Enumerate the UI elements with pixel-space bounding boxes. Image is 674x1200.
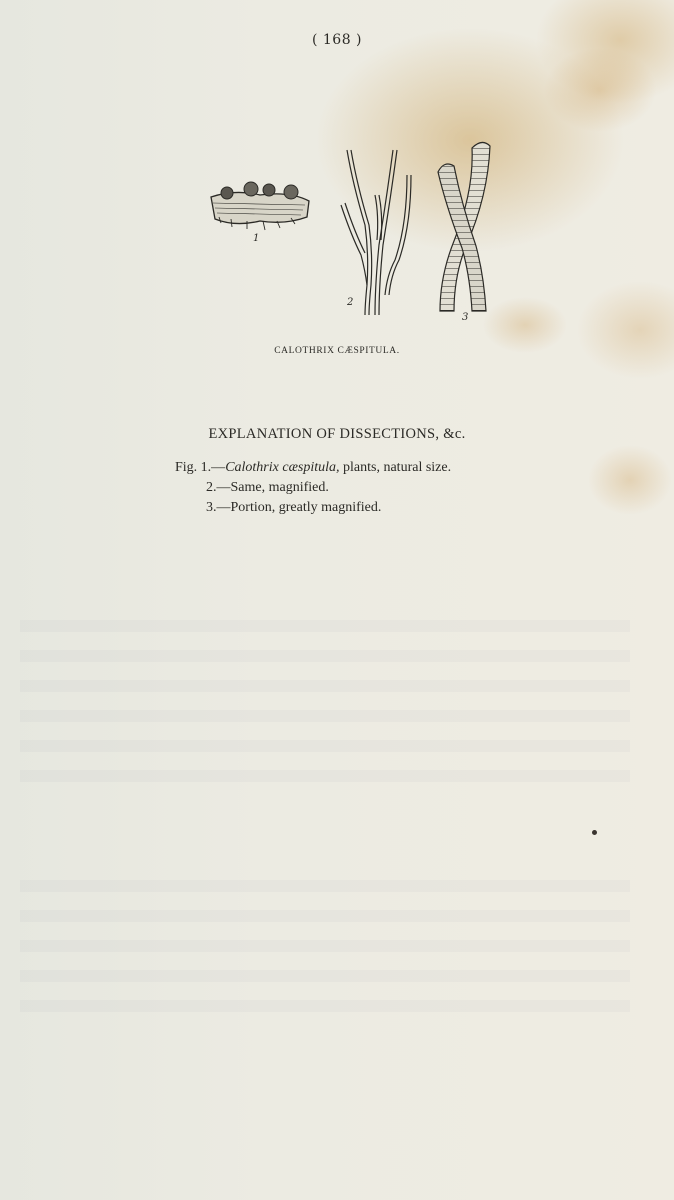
figure-1-illustration <box>205 175 315 255</box>
legend-prefix: Fig. 1.— <box>175 460 226 475</box>
show-through-line <box>20 710 630 722</box>
show-through-line <box>20 880 630 892</box>
show-through-line <box>20 770 630 782</box>
legend-item <box>175 458 451 478</box>
show-through-line <box>20 740 630 752</box>
ink-speck <box>592 830 597 835</box>
legend-description: 3.—Portion, greatly magnified. <box>206 500 382 515</box>
legend-description: plants, natural size. <box>339 460 452 475</box>
legend-description: 2.—Same, magnified. <box>206 480 329 495</box>
figure-3-greatly-magnified <box>432 136 502 323</box>
figure-3-number: 3 <box>462 312 469 323</box>
figure-2-number: 2 <box>347 297 354 308</box>
legend-item <box>175 498 451 518</box>
show-through-line <box>20 940 630 952</box>
legend-item <box>175 478 451 498</box>
show-through-line <box>20 1000 630 1012</box>
page-number: ( 168 ) <box>311 32 363 48</box>
show-through-line <box>20 970 630 982</box>
legend-species-name: Calothrix cæspitula, <box>225 460 340 475</box>
dissection-legend <box>175 458 451 518</box>
show-through-line <box>20 910 630 922</box>
show-through-line <box>20 680 630 692</box>
figure-1-plants-natural-size <box>205 175 315 259</box>
figure-3-illustration <box>432 136 502 316</box>
plate-caption: CALOTHRIX CÆSPITULA. <box>274 346 400 356</box>
figure-1-number: 1 <box>253 233 260 244</box>
show-through-line <box>20 650 630 662</box>
figure-2-illustration <box>335 145 425 320</box>
show-through-line <box>20 620 630 632</box>
figure-2-magnified <box>335 145 425 324</box>
explanation-heading: EXPLANATION OF DISSECTIONS, &c. <box>208 426 466 442</box>
